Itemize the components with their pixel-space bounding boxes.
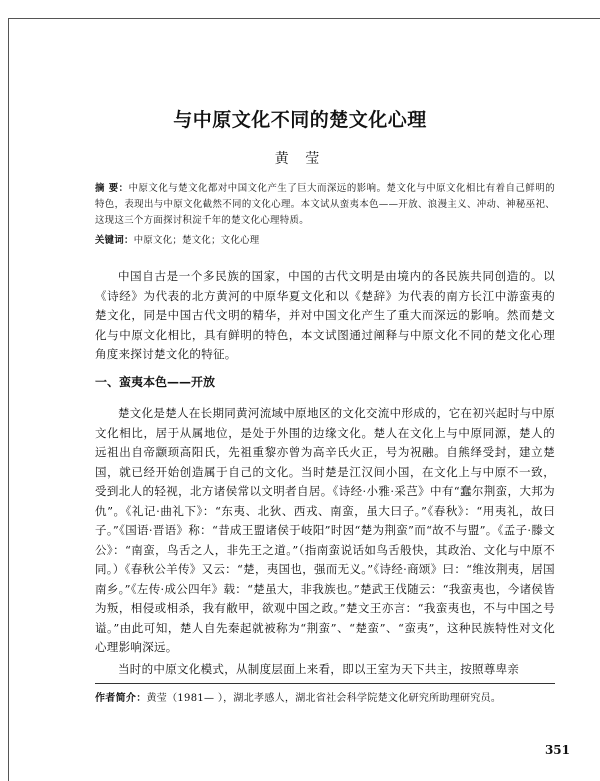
body-paragraph-intro: 中国自古是一个多民族的国家，中国的古代文明是由境内的各民族共同创造的。以《诗经》为代表的北方黄河的中原华夏文化和以《楚辞》为代表的南方长江中游蛮夷的楚文化，同是中国古代文明的精华，并对中国文化产生了重大而深远的影响。然而楚文化与中原文化相比，具有鲜明的特色，本文试图通过阐释与中原文化不同的楚文化心理角度来探讨楚文化的特征。	[95, 269, 555, 361]
page-number: 351	[544, 743, 570, 757]
body-paragraph-section-1: 楚文化是楚人在长期同黄河流域中原地区的文化交流中形成的，它在初兴起时与中原文化相比，居于从属地位，是处于外围的边缘文化。楚人在文化上与中原同源，楚人的远祖出自帝颛顼高阳氏，先祖重黎亦曾为高辛氏火正，号为祝融。自熊绎受封，建立楚国，就已经开始创造属于自己的文化。当时楚是江汉间小国，在文化上与中原不一致，受到北人的轻视，北方诸侯常以文明者自居。《诗经·小雅·采芑》中有“蠢尔荆蛮，大邦为仇”。《礼记·曲礼下》：“东夷、北狄、西戎、南蛮，虽大曰子。”《春秋》：“用夷礼，故曰子。”《国语·晋语》称：“昔成王盟诸侯于岐阳”时因“楚为荆蛮”而“故不与盟”。《孟子·滕文公》：“南蛮，鸟舌之人，非先王之道。”（指南蛮说话如鸟舌般快，其政治、文化与中原不同。）《春秋公羊传》又云：“楚，夷国也，强而无义。”《诗经·商颂》曰：“维汝荆夷，居国南乡。”《左传·成公四年》载：“楚虽大，非我族也。”楚武王伐随云：“我蛮夷也，今诸侯皆为叛，相侵或相杀，我有敝甲，欲观中国之政。”楚文王亦言：“我蛮夷也，不与中国之号谥。”由此可知，楚人自先秦起就被称为“荆蛮”、“楚蛮”、“蛮夷”，这种民族特性对文化心理影响深远。	[95, 406, 555, 654]
footnote-label: 作者简介：	[95, 693, 147, 704]
abstract-label: 摘 要：	[95, 183, 129, 194]
body-paragraph-continued: 当时的中原文化模式，从制度层面上来看，即以王室为天下共主，按照尊卑亲	[118, 662, 520, 676]
page-frame-left-rule	[8, 18, 9, 781]
author-footnote	[95, 690, 555, 707]
article-title: 与中原文化不同的楚文化心理	[173, 109, 427, 131]
abstract-text: 中原文化与楚文化都对中国文化产生了巨大而深远的影响。楚文化与中原文化相比有着自己鲜明的特色，表现出与中原文化截然不同的文化心理。本文试从蛮夷本色——开放、浪漫主义、冲动、神秘巫祀、这现这三个方面探讨积淀千年的楚文化心理特质。	[95, 183, 555, 226]
section-heading: 一、蛮夷本色——开放	[95, 375, 216, 389]
footnote-divider	[95, 683, 555, 684]
author-name: 黄 莹	[274, 151, 326, 167]
keywords	[95, 233, 555, 249]
keywords-text: 中原文化；楚文化；文化心理	[133, 235, 260, 246]
page-frame-top-rule	[8, 18, 600, 19]
abstract	[95, 181, 555, 229]
footnote-text: 黄莹（1981— ），湖北孝感人，湖北省社会科学院楚文化研究所助理研究员。	[146, 693, 502, 704]
keywords-label: 关键词：	[95, 235, 134, 246]
